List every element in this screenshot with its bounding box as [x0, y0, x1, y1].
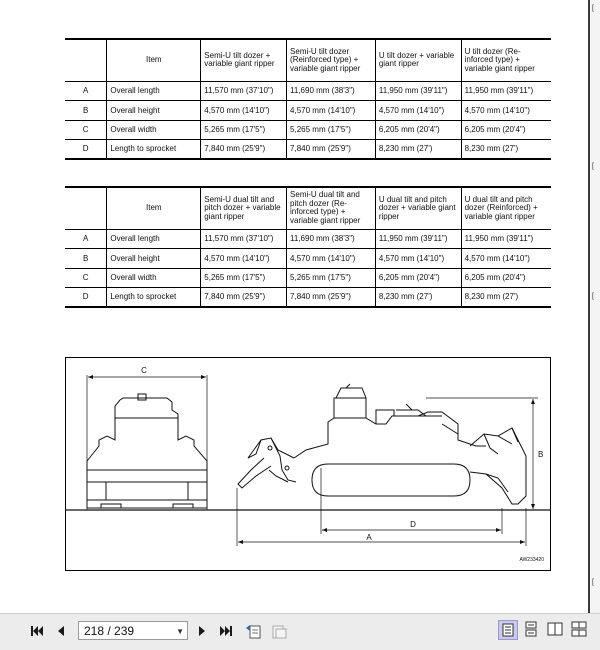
- table-cell: 8,230 mm (27'): [375, 287, 461, 307]
- single-page-view-button[interactable]: [498, 620, 518, 640]
- table-row: [65, 100, 551, 120]
- table-cell: 4,570 mm (14'10"): [461, 248, 551, 268]
- column-header-item: Item: [107, 187, 201, 229]
- right-edge-strip: [590, 0, 600, 613]
- page-right-border: [588, 0, 590, 613]
- previous-page-button[interactable]: [52, 622, 70, 640]
- table-cell: 4,570 mm (14'10"): [287, 100, 376, 120]
- column-header: U tilt dozer (Re-inforced type) + variable giant ripper: [461, 39, 551, 81]
- table-header-row: [65, 39, 551, 81]
- viewer-toolbar: [0, 613, 600, 650]
- table-row: [65, 248, 551, 268]
- row-item: Overall length: [107, 81, 201, 100]
- dimension-c: [87, 375, 207, 510]
- track: [312, 464, 470, 496]
- continuous-facing-view-button[interactable]: [570, 620, 590, 640]
- continuous-view-button[interactable]: [522, 620, 542, 640]
- column-header: Semi-U dual tilt and pitch dozer + variable giant ripper: [201, 187, 287, 229]
- table-cell: 11,950 mm (39'11"): [461, 81, 551, 100]
- page-marker: [: [592, 579, 594, 586]
- table-cell: 8,230 mm (27'): [461, 287, 551, 307]
- column-header: Semi-U tilt dozer (Reinforced type) + variable giant ripper: [287, 39, 376, 81]
- single-page-view-icon: [499, 621, 517, 639]
- table-cell: 5,265 mm (17'5"): [201, 120, 287, 139]
- row-item: Length to sprocket: [107, 139, 201, 159]
- row-item: Overall height: [107, 248, 201, 268]
- table-cell: 8,230 mm (27'): [375, 139, 461, 159]
- continuous-view-icon: [522, 620, 540, 638]
- table-cell: 4,570 mm (14'10"): [375, 100, 461, 120]
- page-number-input[interactable]: [78, 621, 188, 640]
- table-cell: 5,265 mm (17'5"): [287, 120, 376, 139]
- table-row: [65, 268, 551, 287]
- table-cell: 4,570 mm (14'10"): [201, 100, 287, 120]
- row-item: Overall length: [107, 229, 201, 248]
- first-page-button[interactable]: [28, 622, 46, 640]
- table-cell: 8,230 mm (27'): [461, 139, 551, 159]
- label-a: A: [366, 533, 372, 542]
- label-d: D: [410, 520, 416, 529]
- table-cell: 11,570 mm (37'10"): [201, 229, 287, 248]
- row-key: B: [65, 248, 107, 268]
- next-page-icon: [193, 622, 211, 640]
- dimension-b: [426, 398, 538, 510]
- table-cell: 4,570 mm (14'10"): [375, 248, 461, 268]
- table-cell: 6,205 mm (20'4"): [461, 120, 551, 139]
- go-forward-button[interactable]: [270, 622, 288, 640]
- row-key: D: [65, 287, 107, 307]
- column-header: U dual tilt and pitch dozer + variable giant ripper: [375, 187, 461, 229]
- table-cell: 4,570 mm (14'10"): [201, 248, 287, 268]
- ripper: [238, 438, 296, 488]
- column-header-item: Item: [107, 39, 201, 81]
- dimension-a: [237, 488, 526, 546]
- column-header: [65, 39, 107, 81]
- bulldozer-drawing: [66, 358, 550, 570]
- row-item: Length to sprocket: [107, 287, 201, 307]
- table-header-row: [65, 187, 551, 229]
- dozer-blade: [470, 428, 526, 504]
- column-header: Semi-U dual tilt and pitch dozer (Re-inforced type) + variable giant ripper: [287, 187, 376, 229]
- label-b: B: [538, 450, 544, 459]
- table-cell: 4,570 mm (14'10"): [461, 100, 551, 120]
- page-marker: [: [592, 5, 594, 12]
- table-cell: 7,840 mm (25'9"): [287, 287, 376, 307]
- row-item: Overall width: [107, 268, 201, 287]
- row-key: C: [65, 120, 107, 139]
- column-header: [65, 187, 107, 229]
- table-cell: 11,690 mm (38'3"): [287, 229, 376, 248]
- table-row: [65, 81, 551, 100]
- table-cell: 5,265 mm (17'5"): [287, 268, 376, 287]
- tractor-body: [294, 384, 486, 458]
- table-row: [65, 229, 551, 248]
- table-cell: 7,840 mm (25'9"): [201, 287, 287, 307]
- row-key: C: [65, 268, 107, 287]
- column-header: U tilt dozer + variable giant ripper: [375, 39, 461, 81]
- table-cell: 11,950 mm (39'11"): [375, 81, 461, 100]
- last-page-button[interactable]: [217, 622, 235, 640]
- table-cell: 6,205 mm (20'4"): [375, 268, 461, 287]
- continuous-facing-view-icon: [570, 620, 588, 638]
- table-row: [65, 139, 551, 159]
- go-back-button[interactable]: [245, 622, 263, 640]
- row-key: A: [65, 229, 107, 248]
- dimension-table-1: [65, 38, 551, 160]
- table-cell: 11,950 mm (39'11"): [375, 229, 461, 248]
- column-header: Semi-U tilt dozer + variable giant ripper: [201, 39, 287, 81]
- table-cell: 4,570 mm (14'10"): [287, 248, 376, 268]
- first-page-icon: [28, 622, 46, 640]
- row-item: Overall height: [107, 100, 201, 120]
- next-page-button[interactable]: [193, 622, 211, 640]
- table-cell: 11,570 mm (37'10"): [201, 81, 287, 100]
- row-key: B: [65, 100, 107, 120]
- label-c: C: [141, 366, 147, 375]
- row-item: Overall width: [107, 120, 201, 139]
- table-cell: 7,840 mm (25'9"): [201, 139, 287, 159]
- table-row: [65, 120, 551, 139]
- table-cell: 6,205 mm (20'4"): [375, 120, 461, 139]
- table-cell: 6,205 mm (20'4"): [461, 268, 551, 287]
- go-forward-icon: [270, 622, 288, 640]
- table-row: [65, 287, 551, 307]
- table-cell: 11,690 mm (38'3"): [287, 81, 376, 100]
- table-cell: 5,265 mm (17'5"): [201, 268, 287, 287]
- column-header: U dual tilt and pitch dozer (Reinforced) + variable giant ripper: [461, 187, 551, 229]
- dimension-figure: [65, 357, 551, 571]
- facing-view-icon: [546, 620, 564, 638]
- front-view: [87, 394, 207, 508]
- row-key: D: [65, 139, 107, 159]
- facing-view-button[interactable]: [546, 620, 566, 640]
- row-key: A: [65, 81, 107, 100]
- page-marker: [: [592, 163, 594, 170]
- go-back-icon: [245, 622, 263, 640]
- table-cell: 11,950 mm (39'11"): [461, 229, 551, 248]
- figure-code: AW233420: [519, 557, 544, 563]
- previous-page-icon: [52, 622, 70, 640]
- table-cell: 7,840 mm (25'9"): [287, 139, 376, 159]
- last-page-icon: [217, 622, 235, 640]
- page-indicator: 218 / 239: [84, 624, 135, 638]
- page-marker: [: [592, 293, 594, 300]
- chevron-down-icon[interactable]: ▼: [176, 627, 184, 636]
- dimension-table-2: [65, 186, 551, 308]
